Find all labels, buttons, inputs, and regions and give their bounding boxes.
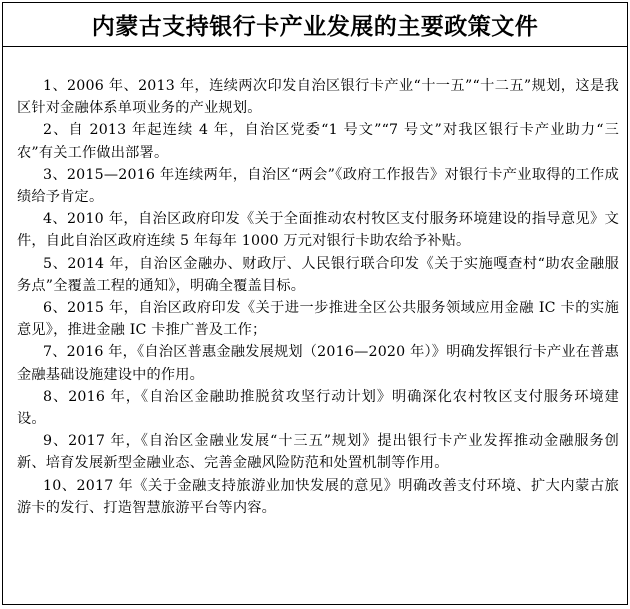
policy-item-3: 3、2015—2016 年连续两年，自治区“两会”《政府工作报告》对银行卡产业取得的工作成绩给予肯定。 xyxy=(17,166,619,206)
policy-item-1: 1、2006 年、2013 年，连续两次印发自治区银行卡产业“十一五”“十二五”规划，这是我区针对金融体系单项业务的产业规划。 xyxy=(17,78,619,117)
policy-item-7: 7、2016 年，《自治区普惠金融发展规划（2016—2020 年）》明确发挥银行卡产业在普惠金融基础设施建设中的作用。 xyxy=(17,344,619,383)
policy-item-8: 8、2016 年，《自治区金融助推脱贫攻坚行动计划》明确深化农村牧区支付服务环境建设。 xyxy=(17,388,619,428)
document-title: 内蒙古支持银行卡产业发展的主要政策文件 xyxy=(91,14,539,40)
policy-item-6: 6、2015 年，自治区政府印发《关于进一步推进全区公共服务领域应用金融 IC 卡的实施意见》，推进金融 IC 卡推广普及工作； xyxy=(17,300,619,339)
policy-item-10: 10、2017 年《关于金融支持旅游业加快发展的意见》明确改善支付环境、扩大内蒙古旅游卡的发行、打造智慧旅游平台等内容。 xyxy=(17,477,619,516)
title-cell xyxy=(3,3,627,47)
content-cell xyxy=(3,47,627,519)
policy-item-4: 4、2010 年，自治区政府印发《关于全面推动农村牧区支付服务环境建设的指导意见》文件，自此自治区政府连续 5 年每年 1000 万元对银行卡助农给予补贴。 xyxy=(17,211,619,250)
policy-document-table xyxy=(2,2,628,605)
policy-item-9: 9、2017 年，《自治区金融业发展“十三五”规划》提出银行卡产业发挥推动金融服务创新、培育发展新型金融业态、完善金融风险防范和处置机制等作用。 xyxy=(17,433,619,472)
policy-item-5: 5、2014 年，自治区金融办、财政厅、人民银行联合印发《关于实施嘎查村“助农金融服务点”全覆盖工程的通知》，明确全覆盖目标。 xyxy=(17,255,619,294)
policy-item-2: 2、自 2013 年起连续 4 年，自治区党委“1 号文”“7 号文”对我区银行卡产业助力“三农”有关工作做出部署。 xyxy=(17,122,619,161)
